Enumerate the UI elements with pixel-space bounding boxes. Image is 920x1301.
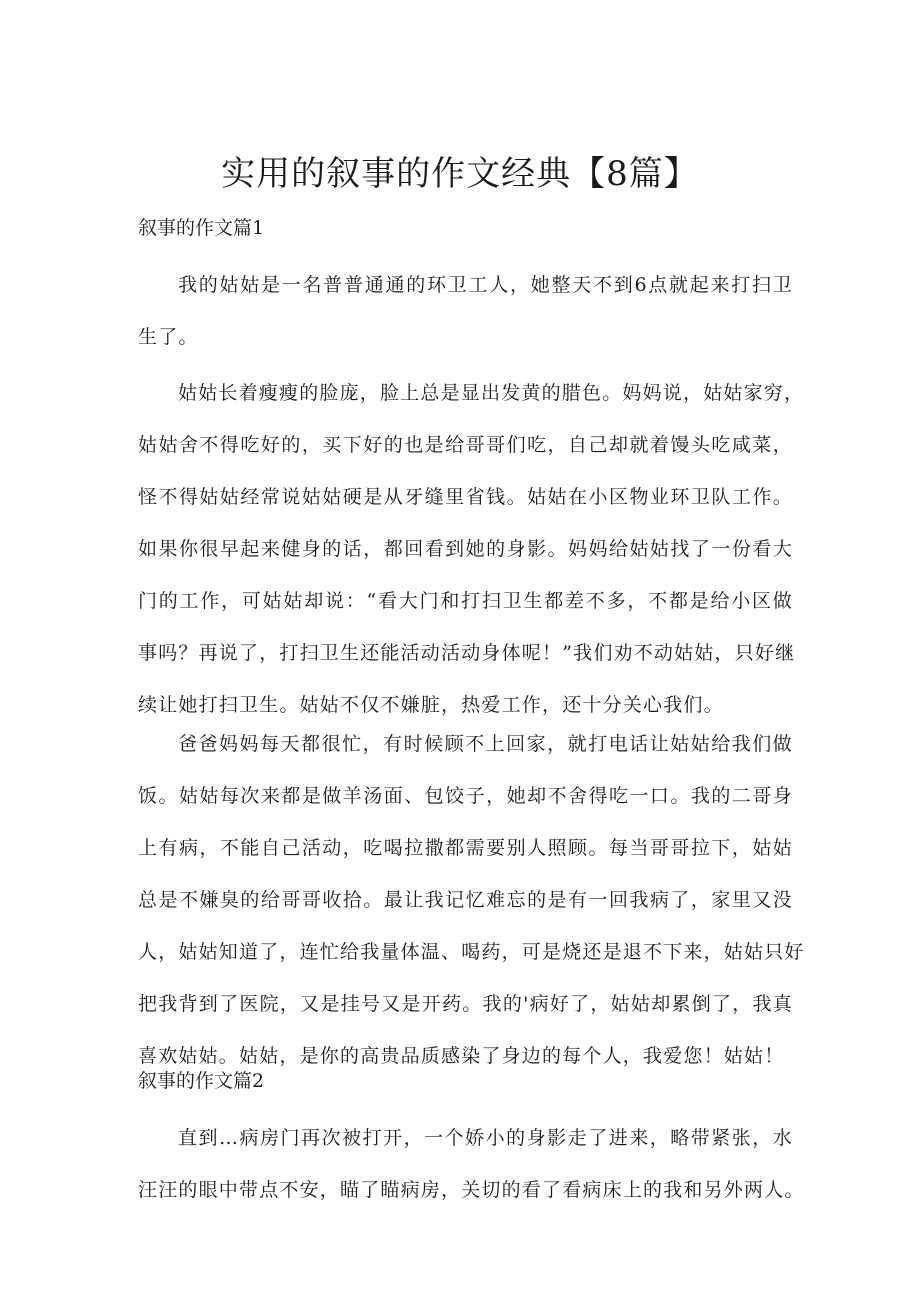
- document-title: 实用的叙事的作文经典【8篇】: [221, 154, 699, 194]
- text-line: 怪不得姑姑经常说姑姑硬是从牙缝里省钱。姑姑在小区物业环卫队工作。: [138, 486, 793, 508]
- text-line: 姑姑长着瘦瘦的脸庞，脸上总是显出发黄的腊色。妈妈说，姑姑家穷，: [178, 382, 805, 404]
- paragraph: [138, 718, 805, 1082]
- paragraph: [138, 1112, 805, 1216]
- text-line: 把我背到了医院，又是挂号又是开药。我的'病好了，姑姑却累倒了，我真: [138, 993, 793, 1015]
- text-line: 总是不嫌臭的给哥哥收拾。最让我记忆难忘的是有一回我病了，家里又没: [138, 889, 793, 911]
- paragraph: [138, 367, 805, 731]
- text-line: 直到…病房门再次被打开，一个娇小的身影走了进来，略带紧张，水: [178, 1127, 793, 1149]
- text-line: 姑姑舍不得吃好的，买下好的也是给哥哥们吃，自己却就着馒头吃咸菜，: [138, 434, 793, 456]
- paragraph: [138, 259, 793, 363]
- text-line: 上有病，不能自己活动，吃喝拉撒都需要别人照顾。每当哥哥拉下，姑姑: [138, 837, 793, 859]
- text-line: 饭。姑姑每次来都是做羊汤面、包饺子，她却不舍得吃一口。我的二哥身: [138, 785, 793, 807]
- text-line: 人，姑姑知道了，连忙给我量体温、喝药，可是烧还是退不下来，姑姑只好: [138, 941, 805, 963]
- section-heading: 叙事的作文篇1: [138, 217, 265, 239]
- text-line: 门的工作，可姑姑却说：“看大门和打扫卫生都差不多，不都是给小区做: [138, 590, 793, 612]
- text-line: 生了。: [138, 326, 199, 348]
- text-line: 续让她打扫卫生。姑姑不仅不嫌脏，热爱工作，还十分关心我们。: [138, 694, 724, 716]
- text-line: 喜欢姑姑。姑姑，是你的高贵品质感染了身边的每个人，我爱您！姑姑！: [138, 1045, 785, 1067]
- text-line: 如果你很早起来健身的话，都回看到她的身影。妈妈给姑姑找了一份看大: [138, 538, 793, 560]
- text-line: 爸爸妈妈每天都很忙，有时候顾不上回家，就打电话让姑姑给我们做: [178, 733, 793, 755]
- text-line: 汪汪的眼中带点不安，瞄了瞄病房，关切的看了看病床上的我和另外两人。: [138, 1179, 805, 1201]
- text-line: 我的姑姑是一名普普通通的环卫工人，她整天不到6点就起来打扫卫: [178, 274, 793, 296]
- section-heading: 叙事的作文篇2: [138, 1070, 265, 1092]
- text-line: 事吗？再说了，打扫卫生还能活动活动身体呢！”我们劝不动姑姑，只好继: [138, 642, 796, 664]
